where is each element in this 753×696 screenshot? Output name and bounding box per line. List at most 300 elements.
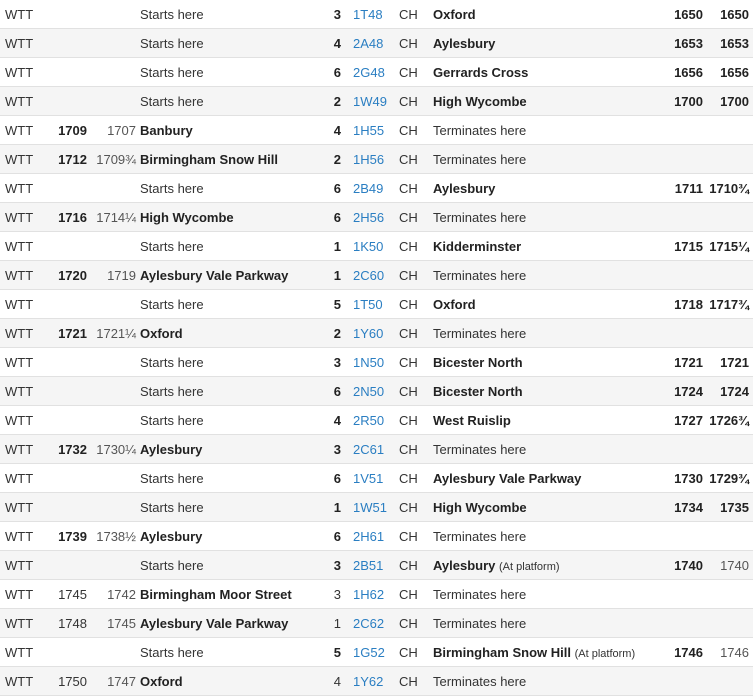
row-schedule-type: WTT <box>5 238 34 254</box>
row-arrival-actual: 1738½ <box>96 528 136 544</box>
row-departure-actual: 1726¾ <box>709 412 749 428</box>
row-schedule-type-cell <box>0 58 43 87</box>
row-train-id-link-cell[interactable] <box>353 261 399 290</box>
row-train-id-link-cell[interactable] <box>353 667 399 696</box>
row-departure-actual: 1721 <box>720 354 749 370</box>
table-row <box>0 638 753 667</box>
row-schedule-type-cell <box>0 435 43 464</box>
row-origin: Birmingham Moor Street <box>140 586 292 602</box>
row-destination: Terminates here <box>433 673 527 689</box>
row-arrival-actual-cell <box>91 609 140 638</box>
row-departure-actual-cell <box>707 493 753 522</box>
row-destination-cell <box>433 261 663 290</box>
row-train-id-link-cell[interactable] <box>353 377 399 406</box>
row-platform-cell <box>317 667 353 696</box>
row-departure-time: 1718 <box>674 296 703 312</box>
row-platform: 6 <box>333 383 341 399</box>
row-schedule-type: WTT <box>5 615 34 631</box>
row-departure-time-cell <box>663 0 707 29</box>
row-destination-cell <box>433 203 663 232</box>
row-departure-actual-cell <box>707 232 753 261</box>
row-destination: High Wycombe <box>433 499 527 515</box>
row-destination: Terminates here <box>433 615 527 631</box>
row-platform: 4 <box>333 122 341 138</box>
row-origin: Starts here <box>140 93 204 109</box>
row-train-id-link[interactable]: 2R50 <box>353 412 385 428</box>
row-arrival-time-cell <box>43 116 91 145</box>
row-origin: Starts here <box>140 64 204 80</box>
row-arrival-time-cell <box>43 58 91 87</box>
row-platform-cell <box>317 290 353 319</box>
row-departure-actual: 1650 <box>720 6 749 22</box>
row-schedule-type-cell <box>0 145 43 174</box>
row-platform-cell <box>317 348 353 377</box>
row-arrival-actual-cell <box>91 493 140 522</box>
row-operator: CH <box>399 93 418 109</box>
row-train-id-link-cell[interactable] <box>353 29 399 58</box>
row-operator: CH <box>399 528 418 544</box>
row-departure-actual-cell <box>707 116 753 145</box>
row-arrival-time-cell <box>43 580 91 609</box>
row-train-id-link[interactable]: 2H61 <box>353 528 385 544</box>
row-departure-actual-cell <box>707 406 753 435</box>
row-departure-actual-cell <box>707 87 753 116</box>
table-row <box>0 203 753 232</box>
row-schedule-type: WTT <box>5 557 34 573</box>
row-train-id-link[interactable]: 2A48 <box>353 35 384 51</box>
row-operator: CH <box>399 586 418 602</box>
row-operator-cell <box>399 232 433 261</box>
row-operator-cell <box>399 203 433 232</box>
row-departure-actual: 1715¼ <box>709 238 749 254</box>
row-destination: Terminates here <box>433 122 527 138</box>
row-arrival-actual-cell <box>91 667 140 696</box>
row-departure-time-cell <box>663 609 707 638</box>
row-departure-time: 1740 <box>674 557 703 573</box>
row-platform-cell <box>317 0 353 29</box>
row-operator-cell <box>399 174 433 203</box>
row-operator-cell <box>399 522 433 551</box>
row-train-id-link[interactable]: 2C62 <box>353 615 385 631</box>
row-departure-actual-cell <box>707 290 753 319</box>
row-departure-actual: 1656 <box>720 64 749 80</box>
row-train-id-link-cell[interactable] <box>353 58 399 87</box>
row-platform-cell <box>317 174 353 203</box>
row-origin-cell <box>140 609 317 638</box>
row-schedule-type: WTT <box>5 586 34 602</box>
row-departure-actual-cell <box>707 522 753 551</box>
row-schedule-type: WTT <box>5 6 34 22</box>
row-train-id-link[interactable]: 1Y62 <box>353 673 384 689</box>
row-operator-cell <box>399 29 433 58</box>
row-train-id-link-cell[interactable] <box>353 435 399 464</box>
table-row <box>0 667 753 696</box>
row-train-id-link-cell[interactable] <box>353 232 399 261</box>
row-platform: 1 <box>333 615 341 631</box>
row-origin: Banbury <box>140 122 193 138</box>
row-train-id-link-cell[interactable] <box>353 203 399 232</box>
row-schedule-type-cell <box>0 261 43 290</box>
row-schedule-type: WTT <box>5 528 34 544</box>
row-operator-cell <box>399 638 433 667</box>
row-schedule-type-cell <box>0 609 43 638</box>
row-operator: CH <box>399 209 418 225</box>
row-operator-cell <box>399 348 433 377</box>
row-arrival-actual-cell <box>91 522 140 551</box>
row-train-id-link[interactable]: 2G48 <box>353 64 385 80</box>
row-origin: Starts here <box>140 6 204 22</box>
row-operator: CH <box>399 180 418 196</box>
row-platform-cell <box>317 232 353 261</box>
row-train-id-link-cell[interactable] <box>353 551 399 580</box>
row-origin-cell <box>140 406 317 435</box>
row-departure-actual: 1653 <box>720 35 749 51</box>
row-train-id-link[interactable]: 1Y60 <box>353 325 384 341</box>
table-row <box>0 551 753 580</box>
row-operator: CH <box>399 267 418 283</box>
row-origin-cell <box>140 174 317 203</box>
row-origin-cell <box>140 87 317 116</box>
row-departure-time-cell <box>663 116 707 145</box>
row-arrival-time: 1732 <box>58 441 87 457</box>
row-arrival-actual-cell <box>91 406 140 435</box>
table-row <box>0 406 753 435</box>
row-destination-cell <box>433 609 663 638</box>
row-departure-actual: 1710¾ <box>709 180 749 196</box>
row-train-id-link[interactable]: 1V51 <box>353 470 384 486</box>
row-destination: Oxford <box>433 296 476 312</box>
row-departure-actual-cell <box>707 609 753 638</box>
row-origin-cell <box>140 203 317 232</box>
row-arrival-actual: 1747 <box>107 673 136 689</box>
row-departure-time-cell <box>663 522 707 551</box>
row-platform: 1 <box>333 238 341 254</box>
row-destination: Terminates here <box>433 209 527 225</box>
row-departure-actual-cell <box>707 0 753 29</box>
row-train-id-link[interactable]: 2H56 <box>353 209 385 225</box>
row-arrival-time-cell <box>43 377 91 406</box>
row-origin-cell <box>140 464 317 493</box>
row-operator-cell <box>399 145 433 174</box>
row-schedule-type-cell <box>0 638 43 667</box>
row-departure-time-cell <box>663 203 707 232</box>
row-origin-cell <box>140 493 317 522</box>
row-destination: Bicester North <box>433 354 523 370</box>
row-destination: Bicester North <box>433 383 523 399</box>
row-operator: CH <box>399 441 418 457</box>
row-train-id-link[interactable]: 1W51 <box>353 499 387 515</box>
row-train-id-link[interactable]: 1G52 <box>353 644 385 660</box>
row-arrival-actual-cell <box>91 0 140 29</box>
row-platform-cell <box>317 261 353 290</box>
row-platform: 3 <box>333 354 341 370</box>
row-destination: Aylesbury <box>433 180 496 196</box>
row-train-id-link[interactable]: 2B49 <box>353 180 384 196</box>
row-departure-actual: 1724 <box>720 383 749 399</box>
row-operator: CH <box>399 122 418 138</box>
row-arrival-actual: 1730¼ <box>96 441 136 457</box>
row-arrival-time-cell <box>43 261 91 290</box>
row-train-id-link[interactable]: 1T50 <box>353 296 383 312</box>
table-row <box>0 522 753 551</box>
row-schedule-type: WTT <box>5 209 34 225</box>
row-train-id-link[interactable]: 1H56 <box>353 151 385 167</box>
row-arrival-actual: 1721¼ <box>96 325 136 341</box>
row-operator-cell <box>399 464 433 493</box>
row-arrival-actual: 1707 <box>107 122 136 138</box>
row-schedule-type: WTT <box>5 64 34 80</box>
row-origin: Starts here <box>140 644 204 660</box>
row-destination-cell <box>433 145 663 174</box>
row-origin-cell <box>140 551 317 580</box>
row-platform: 2 <box>333 93 341 109</box>
row-arrival-time-cell <box>43 87 91 116</box>
row-train-id-link-cell[interactable] <box>353 493 399 522</box>
row-train-id-link-cell[interactable] <box>353 609 399 638</box>
table-row <box>0 493 753 522</box>
table-row <box>0 348 753 377</box>
row-origin-cell <box>140 29 317 58</box>
row-departure-actual: 1729¾ <box>709 470 749 486</box>
row-arrival-time-cell <box>43 435 91 464</box>
row-schedule-type: WTT <box>5 383 34 399</box>
row-operator-cell <box>399 261 433 290</box>
row-destination-cell <box>433 464 663 493</box>
table-row <box>0 464 753 493</box>
row-destination-cell <box>433 319 663 348</box>
row-platform-cell <box>317 203 353 232</box>
table-row <box>0 29 753 58</box>
row-arrival-time-cell <box>43 493 91 522</box>
row-destination-cell <box>433 290 663 319</box>
row-departure-time: 1653 <box>674 35 703 51</box>
row-origin: Oxford <box>140 325 183 341</box>
row-schedule-type: WTT <box>5 354 34 370</box>
row-arrival-time-cell <box>43 609 91 638</box>
row-schedule-type-cell <box>0 406 43 435</box>
row-destination: Terminates here <box>433 267 527 283</box>
row-destination: Oxford <box>433 6 476 22</box>
row-destination-note: (At platform) <box>574 647 636 660</box>
row-origin-cell <box>140 319 317 348</box>
row-departure-actual-cell <box>707 174 753 203</box>
row-destination: Gerrards Cross <box>433 64 529 80</box>
table-row <box>0 232 753 261</box>
row-departure-time: 1715 <box>674 238 703 254</box>
row-arrival-time-cell <box>43 551 91 580</box>
row-platform-cell <box>317 29 353 58</box>
row-arrival-actual-cell <box>91 261 140 290</box>
row-departure-time-cell <box>663 377 707 406</box>
row-arrival-actual-cell <box>91 203 140 232</box>
row-destination-cell <box>433 580 663 609</box>
row-train-id-link-cell[interactable] <box>353 174 399 203</box>
row-origin: Starts here <box>140 180 204 196</box>
row-origin: Starts here <box>140 383 204 399</box>
row-departure-actual-cell <box>707 580 753 609</box>
row-departure-time-cell <box>663 261 707 290</box>
row-arrival-time-cell <box>43 348 91 377</box>
row-operator: CH <box>399 499 418 515</box>
row-arrival-actual: 1714¼ <box>96 209 136 225</box>
row-origin-cell <box>140 0 317 29</box>
row-train-id-link[interactable]: 2B51 <box>353 557 384 573</box>
row-platform: 4 <box>333 35 341 51</box>
row-operator: CH <box>399 238 418 254</box>
row-train-id-link[interactable]: 1W49 <box>353 93 387 109</box>
row-operator-cell <box>399 290 433 319</box>
row-operator-cell <box>399 87 433 116</box>
row-origin: High Wycombe <box>140 209 234 225</box>
row-arrival-actual: 1709¾ <box>96 151 136 167</box>
row-schedule-type-cell <box>0 464 43 493</box>
row-operator-cell <box>399 580 433 609</box>
row-platform: 3 <box>333 557 341 573</box>
row-arrival-time: 1709 <box>58 122 87 138</box>
row-origin-cell <box>140 145 317 174</box>
row-departure-actual-cell <box>707 29 753 58</box>
row-arrival-actual: 1745 <box>107 615 136 631</box>
row-origin: Aylesbury Vale Parkway <box>140 267 289 283</box>
row-destination: Birmingham Snow Hill <box>433 644 571 660</box>
row-platform: 4 <box>333 412 341 428</box>
row-schedule-type-cell <box>0 667 43 696</box>
table-row <box>0 145 753 174</box>
row-platform: 3 <box>333 441 341 457</box>
row-train-id-link-cell[interactable] <box>353 406 399 435</box>
row-platform: 2 <box>333 325 341 341</box>
row-schedule-type-cell <box>0 116 43 145</box>
row-arrival-time-cell <box>43 522 91 551</box>
row-train-id-link[interactable]: 1N50 <box>353 354 385 370</box>
row-platform: 3 <box>333 6 341 22</box>
row-departure-time-cell <box>663 638 707 667</box>
row-train-id-link-cell[interactable] <box>353 348 399 377</box>
row-departure-actual-cell <box>707 261 753 290</box>
row-operator: CH <box>399 35 418 51</box>
row-origin: Starts here <box>140 238 204 254</box>
row-train-id-link-cell[interactable] <box>353 319 399 348</box>
row-destination-cell <box>433 174 663 203</box>
row-train-id-link-cell[interactable] <box>353 0 399 29</box>
row-arrival-time-cell <box>43 638 91 667</box>
row-departure-actual-cell <box>707 464 753 493</box>
row-operator: CH <box>399 6 418 22</box>
row-departure-actual-cell <box>707 58 753 87</box>
row-origin-cell <box>140 261 317 290</box>
row-schedule-type: WTT <box>5 412 34 428</box>
row-platform-cell <box>317 551 353 580</box>
row-arrival-actual: 1719 <box>107 267 136 283</box>
row-origin: Starts here <box>140 499 204 515</box>
row-departure-time-cell <box>663 580 707 609</box>
row-operator: CH <box>399 296 418 312</box>
row-arrival-time: 1750 <box>58 673 87 689</box>
row-schedule-type: WTT <box>5 296 34 312</box>
row-origin: Starts here <box>140 354 204 370</box>
row-origin-cell <box>140 638 317 667</box>
row-train-id-link[interactable]: 1H62 <box>353 586 385 602</box>
row-train-id-link[interactable]: 2C60 <box>353 267 385 283</box>
row-operator-cell <box>399 406 433 435</box>
row-origin: Starts here <box>140 296 204 312</box>
row-platform: 6 <box>333 64 341 80</box>
row-schedule-type-cell <box>0 232 43 261</box>
row-departure-actual-cell <box>707 348 753 377</box>
row-arrival-time-cell <box>43 174 91 203</box>
row-operator: CH <box>399 470 418 486</box>
row-train-id-link-cell[interactable] <box>353 116 399 145</box>
row-schedule-type-cell <box>0 290 43 319</box>
row-schedule-type-cell <box>0 203 43 232</box>
row-schedule-type: WTT <box>5 325 34 341</box>
row-departure-time-cell <box>663 464 707 493</box>
row-platform: 1 <box>333 267 341 283</box>
row-arrival-time-cell <box>43 0 91 29</box>
row-destination: Terminates here <box>433 586 527 602</box>
row-destination: Aylesbury <box>433 35 496 51</box>
row-operator: CH <box>399 673 418 689</box>
row-train-id-link-cell[interactable] <box>353 522 399 551</box>
row-arrival-actual-cell <box>91 377 140 406</box>
row-platform: 1 <box>333 499 341 515</box>
row-departure-time: 1727 <box>674 412 703 428</box>
row-train-id-link[interactable]: 1H55 <box>353 122 385 138</box>
row-train-id-link[interactable]: 2C61 <box>353 441 385 457</box>
row-schedule-type-cell <box>0 319 43 348</box>
row-arrival-time: 1721 <box>58 325 87 341</box>
row-schedule-type: WTT <box>5 673 34 689</box>
row-departure-time-cell <box>663 232 707 261</box>
row-train-id-link-cell[interactable] <box>353 145 399 174</box>
row-destination: Terminates here <box>433 441 527 457</box>
row-schedule-type-cell <box>0 0 43 29</box>
row-operator: CH <box>399 557 418 573</box>
row-origin-cell <box>140 348 317 377</box>
row-train-id-link-cell[interactable] <box>353 87 399 116</box>
row-platform-cell <box>317 464 353 493</box>
row-operator-cell <box>399 377 433 406</box>
row-train-id-link[interactable]: 1K50 <box>353 238 384 254</box>
row-destination-cell <box>433 348 663 377</box>
row-platform: 6 <box>333 470 341 486</box>
row-operator-cell <box>399 609 433 638</box>
row-schedule-type: WTT <box>5 35 34 51</box>
row-platform: 6 <box>333 209 341 225</box>
row-train-id-link-cell[interactable] <box>353 290 399 319</box>
row-train-id-link-cell[interactable] <box>353 580 399 609</box>
table-row <box>0 609 753 638</box>
row-schedule-type: WTT <box>5 470 34 486</box>
row-arrival-time-cell <box>43 406 91 435</box>
row-destination: Aylesbury <box>433 557 496 573</box>
row-train-id-link[interactable]: 1T48 <box>353 6 383 22</box>
row-train-id-link[interactable]: 2N50 <box>353 383 385 399</box>
row-destination-cell <box>433 493 663 522</box>
row-schedule-type: WTT <box>5 122 34 138</box>
row-destination-note: (At platform) <box>499 560 560 573</box>
row-arrival-time-cell <box>43 319 91 348</box>
row-destination-cell <box>433 638 663 667</box>
row-train-id-link-cell[interactable] <box>353 464 399 493</box>
row-departure-time: 1746 <box>674 644 703 660</box>
row-platform-cell <box>317 493 353 522</box>
table-row <box>0 116 753 145</box>
row-train-id-link-cell[interactable] <box>353 638 399 667</box>
row-platform-cell <box>317 87 353 116</box>
row-operator-cell <box>399 667 433 696</box>
row-destination: West Ruislip <box>433 412 511 428</box>
